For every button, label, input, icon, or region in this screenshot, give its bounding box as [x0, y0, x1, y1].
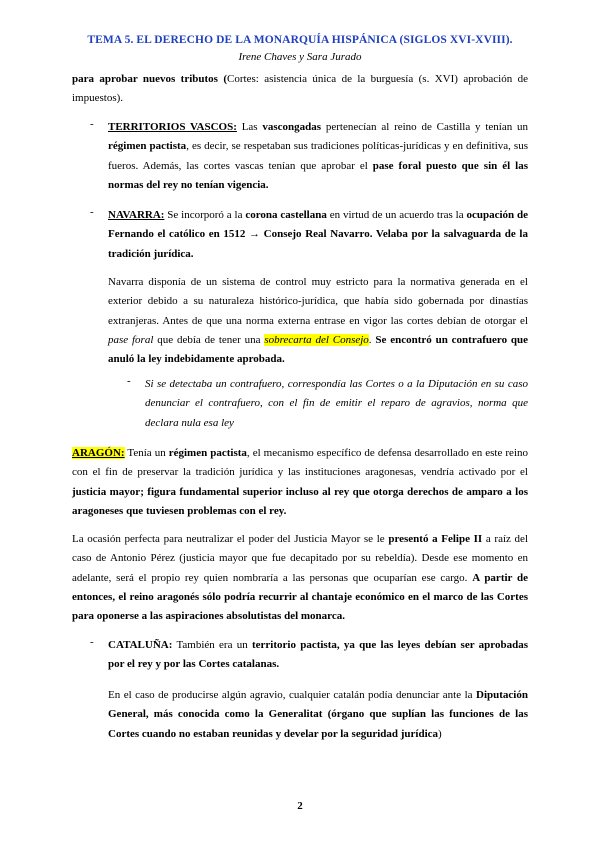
cataluna-heading: CATALUÑA:: [108, 639, 173, 651]
navarra-paragraph-2: Navarra disponía de un sistema de control muy estricto para la normativa generada en el exterior debido a su naturaleza histórico-jurídica, que había sido gobernada por dinastías extranjeras. Antes de que una norma externa entrase en vigor las cortes debían de otorgar el pase foral que debía de tener una sobrecarta del Consejo. Se encontró un contrafuero que anuló la ley indebidamente aprobada.: [108, 276, 529, 366]
aragon-paragraph: ARAGÓN: Tenía un régimen pactista, el mecanismo específico de defensa desarrollado en este reino con el fin de preservar la tradición jurídica y las instituciones aragonesas, vendría activado por el justicia mayor; figura fundamental superior incluso al rey que otorga derechos de amparo a los aragoneses que tuviesen problemas con el rey.: [72, 447, 528, 517]
aragon-paragraph-2: La ocasión perfecta para neutralizar el poder del Justicia Mayor se le presentó a Felipe II a raíz del caso de Antonio Pérez (justicia mayor que fue decapitado por su rebeldía). Desde ese momento en adelante, será el propio rey quien nombraría a las personas que ocuparían ese cargo. A partir de entonces, el reino aragonés sólo podría recurrir al chantaje económico en el marco de las Cortes para oponerse a las aspiraciones absolutistas del monarca.: [72, 533, 529, 623]
bullet-dash: -: [90, 636, 94, 648]
cataluna-paragraph-2: En el caso de producirse algún agravio, cualquier catalán podía denunciar ante la Diputación General, más conocida como la Generalitat (órgano que suplían las funciones de las Cortes cuando no estaban reunidas y develar por la seguridad jurídica): [108, 689, 528, 740]
highlighted-text: sobrecarta del Consejo: [264, 333, 369, 346]
document-authors: Irene Chaves y Sara Jurado: [238, 51, 362, 63]
intro-bold: para aprobar nuevos tributos (: [72, 73, 228, 85]
bullet-dash: -: [90, 118, 94, 130]
sub-bullet-dash: -: [127, 375, 131, 387]
navarra-subpoint: Si se detectaba un contrafuero, correspondía las Cortes o a la Diputación en su caso denunciar el contrafuero, con el fin de emitir el reparo de agravios, norma que declara nula esa ley: [145, 378, 528, 429]
document-title: TEMA 5. EL DERECHO DE LA MONARQUÍA HISPÁNICA (SIGLOS XVI-XVIII).: [87, 34, 513, 46]
navarra-paragraph: NAVARRA: Se incorporó a la corona castellana en virtud de un acuerdo tras la ocupación de Fernando el católico en 1512 → Consejo Real Navarro. Velaba por la salvaguarda de la tradición jurídica.: [108, 209, 529, 260]
intro-text: Cortes: asistencia única de la burguesía (s. XVI) aprobación de impuestos).: [72, 73, 528, 105]
cataluna-paragraph: CATALUÑA: También era un territorio pactista, ya que las leyes debían ser aprobadas por el rey y por las Cortes catalanas.: [108, 639, 528, 671]
page-number: 2: [297, 800, 303, 812]
bullet-dash: -: [90, 206, 94, 218]
vascos-paragraph: TERRITORIOS VASCOS: Las vascongadas pertenecían al reino de Castilla y tenían un régimen pactista, es decir, se respetaban sus tradiciones políticas-jurídicas y en definitiva, sus fueros. Además, las cortes vascas tenían que aprobar el pase foral puesto que sin él las normas del rey no tenían vigencia.: [108, 121, 528, 191]
intro-paragraph: [72, 70, 528, 109]
vascos-heading: TERRITORIOS VASCOS:: [108, 121, 237, 133]
aragon-heading: ARAGÓN:: [72, 447, 125, 459]
navarra-heading: NAVARRA:: [108, 209, 165, 221]
